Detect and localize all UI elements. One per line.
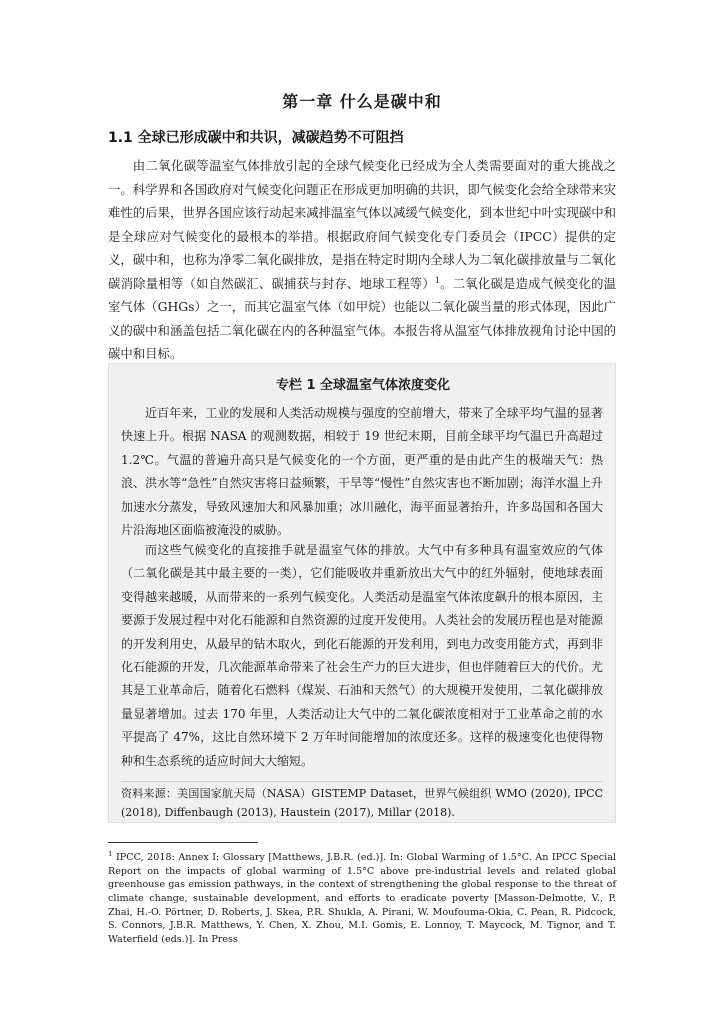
sidebar-box [108,363,616,823]
sidebar-box-paragraph-2: 而这些气候变化的直接推手就是温室气体的排放。大气中有多种具有温室效应的气体（二氧化碳是其中最主要的一类），它们能吸收并重新放出大气中的红外辐射，使地球表面变得越来越暖，从而带来的一系列气候变化。人类活动是温室气体浓度飙升的根本原因，主要源于发展过程中对化石能源和自然资源的过度开发使用。人类社会的发展历程也是对能源的开发利用史，从最早的钻木取火，到化石能源的开发利用，到电力改变用能方式，再到非化石能源的开发，几次能源革命带来了社会生产力的巨大进步，但也伴随着巨大的代价。尤其是工业革命后，随着化石燃料（煤炭、石油和天然气）的大规模开发使用，二氧化碳排放量显著增加。过去 170 年里，人类活动让大气中的二氧化碳浓度相对于工业革命之前的水平提高了 47%，这比自然环境下 2 万年时间能增加的浓度还多。这样的极速变化也使得物种和生态系统的适应时间大大缩短。 [121,543,603,768]
sidebar-box-source: 资料来源：美国国家航天局（NASA）GISTEMP Dataset，世界气候组织 WMO (2020), IPCC (2018), Diffenbaugh (2013), Haustein (2017), Millar (2018). [121,787,603,819]
paragraph-text-before-ref: 由二氧化碳等温室气体排放引起的全球气候变化已经成为全人类需要面对的重大挑战之一。科学界和各国政府对气候变化问题正在形成更加明确的共识，即气候变化会给全球带来灾难性的后果，世界各国应该行动起来减排温室气体以减缓气候变化，到本世纪中叶实现碳中和是全球应对气候变化的最根本的举措。根据政府间气候变化专门委员会（IPCC）提供的定义，碳中和，也称为净零二氧化碳排放，是指在特定时期内全球人为二氧化碳排放量与二氧化碳消除量相等（如自然碳汇、碳捕获与封存、地球工程等） [108,158,617,291]
sidebar-box-paragraph-1: 近百年来，工业的发展和人类活动规模与强度的空前增大，带来了全球平均气温的显著快速上升。根据 NASA 的观测数据，相较于 19 世纪末期，目前全球平均气温已升高超过1.2℃。气温的普遍升高只是气候变化的一个方面，更严重的是由此产生的极端天气：热浪、洪水等“急性”自然灾害将日益频繁，干旱等“慢性”自然灾害也不断加剧；海洋水温上升加速水分蒸发，导致风速加大和风暴加重；冰川融化，海平面显著抬升，许多岛国和各国大片沿海地区面临被淹没的威胁。 [121,406,603,538]
footnote-text: IPCC, 2018: Annex I: Glossary [Matthews, J.B.R. (ed.)]. In: Global Warming of 1.5°C. An IPCC Special Report on the impacts of global warming of 1.5°C above pre-industrial levels and related global greenhouse gas emission pathways, in the context of strengthening the global response to the threat of climate change, sustainable development, and efforts to eradicate poverty [Masson-Delmotte, V., P. Zhai, H.-O. Pörtner, D. Roberts, J. Skea, P.R. Shukla, A. Pirani, W. Moufouma-Okia, C. Pean, R. Pidcock, S. Connors, J.B.R. Matthews, Y. Chen, X. Zhou, M.I. Gomis, E. Lonnoy, T. Maycock, M. Tignor, and T. Waterfield (eds.)]. In Press [108,852,616,945]
footnote-separator [108,842,258,843]
sidebar-box-divider [121,781,603,782]
body-paragraph [108,154,616,366]
sidebar-box-title: 专栏 1 全球温室气体浓度变化 [275,378,451,393]
footnote-reference[interactable]: 1 [434,275,440,285]
chapter-title: 第一章 什么是碳中和 [282,92,442,111]
section-heading: 1.1 全球已形成碳中和共识，减碳趋势不可阻挡 [108,130,404,146]
paragraph-text-after-ref: 。二氧化碳是造成气候变化的温室气体（GHGs）之一，而其它温室气体（如甲烷）也能以二氧化碳当量的形式体现，因此广义的碳中和涵盖包括二氧化碳在内的各种温室气体。本报告将从温室气体排放视角讨论中国的碳中和目标。 [108,275,617,361]
footnote [108,848,616,946]
footnote-number: 1 [108,850,113,858]
